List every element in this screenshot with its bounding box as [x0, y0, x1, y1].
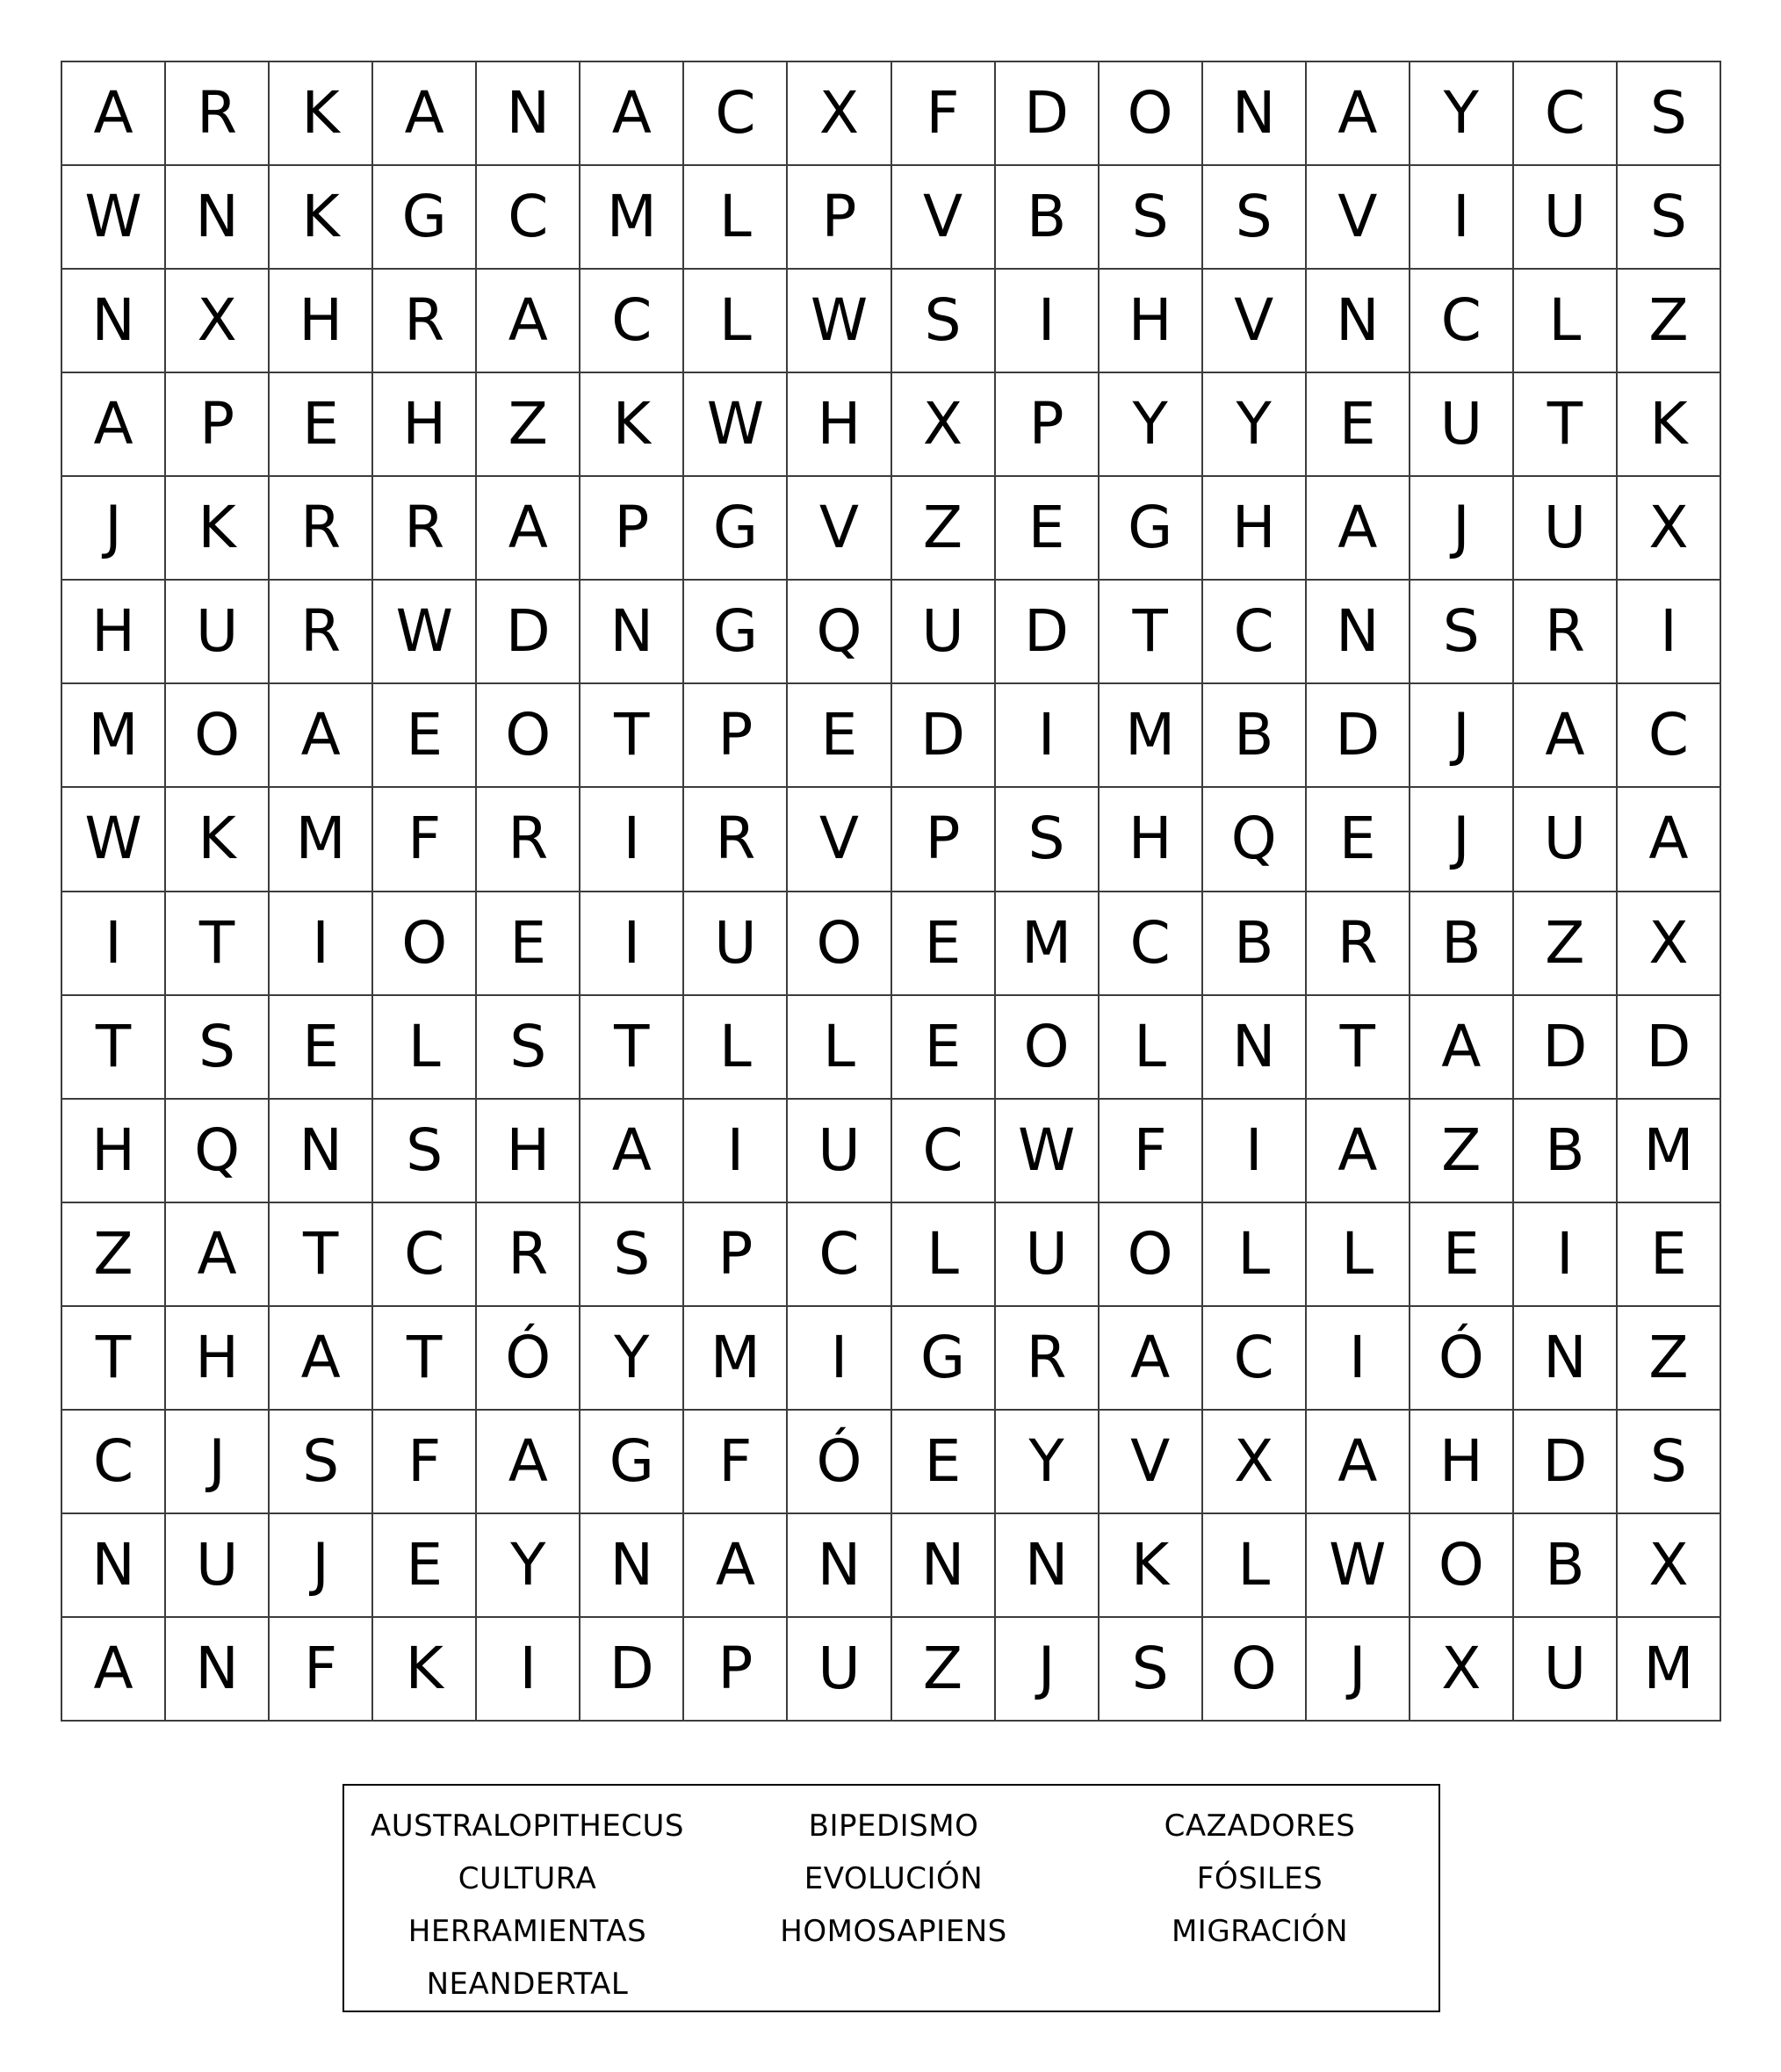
grid-cell[interactable]: H — [62, 1100, 166, 1203]
grid-cell[interactable]: J — [1410, 788, 1514, 892]
grid-cell[interactable]: C — [62, 1411, 166, 1514]
grid-cell[interactable]: H — [270, 270, 373, 373]
grid-cell[interactable]: A — [62, 62, 166, 166]
grid-cell[interactable]: R — [270, 581, 373, 684]
grid-cell[interactable]: N — [477, 62, 580, 166]
grid-cell[interactable]: X — [788, 62, 891, 166]
grid-cell[interactable]: L — [892, 1203, 996, 1307]
grid-cell[interactable]: V — [788, 788, 891, 892]
grid-cell[interactable]: H — [62, 581, 166, 684]
grid-cell[interactable]: A — [1100, 1307, 1203, 1411]
grid-cell[interactable]: U — [1514, 166, 1618, 270]
grid-cell[interactable]: U — [996, 1203, 1100, 1307]
grid-cell[interactable]: P — [684, 684, 788, 788]
word-list-item: NEANDERTAL — [426, 1967, 629, 2002]
grid-cell[interactable]: B — [1410, 892, 1514, 996]
grid-cell[interactable]: P — [166, 373, 270, 477]
grid-cell[interactable]: R — [373, 270, 477, 373]
grid-cell[interactable]: X — [1203, 1411, 1307, 1514]
grid-cell[interactable]: G — [373, 166, 477, 270]
grid-cell[interactable]: V — [892, 166, 996, 270]
grid-cell[interactable]: W — [788, 270, 891, 373]
grid-cell[interactable]: X — [1410, 1618, 1514, 1722]
grid-cell[interactable]: E — [373, 684, 477, 788]
grid-cell[interactable]: C — [580, 270, 684, 373]
grid-cell[interactable]: K — [1100, 1514, 1203, 1618]
grid-cell[interactable]: A — [62, 373, 166, 477]
grid-cell[interactable]: N — [996, 1514, 1100, 1618]
grid-cell[interactable]: I — [788, 1307, 891, 1411]
word-list-item: BIPEDISMO — [808, 1808, 979, 1844]
grid-cell[interactable]: K — [373, 1618, 477, 1722]
grid-cell[interactable]: Z — [477, 373, 580, 477]
grid-cell[interactable]: D — [892, 684, 996, 788]
grid-cell[interactable]: S — [996, 788, 1100, 892]
grid-cell[interactable]: F — [373, 1411, 477, 1514]
grid-cell[interactable]: K — [166, 788, 270, 892]
grid-cell[interactable]: E — [892, 1411, 996, 1514]
grid-cell[interactable]: N — [1307, 581, 1410, 684]
grid-cell[interactable]: N — [1307, 270, 1410, 373]
grid-cell[interactable]: J — [996, 1618, 1100, 1722]
grid-cell[interactable]: T — [270, 1203, 373, 1307]
grid-cell[interactable]: J — [1410, 684, 1514, 788]
grid-cell[interactable]: I — [996, 270, 1100, 373]
grid-cell[interactable]: A — [1514, 684, 1618, 788]
word-list-item: MIGRACIÓN — [1171, 1914, 1349, 1949]
grid-cell[interactable]: R — [996, 1307, 1100, 1411]
grid-cell[interactable]: A — [477, 1411, 580, 1514]
word-list-item: HERRAMIENTAS — [407, 1914, 647, 1949]
grid-cell[interactable]: U — [166, 1514, 270, 1618]
grid-cell[interactable]: A — [580, 62, 684, 166]
grid-cell[interactable]: H — [1410, 1411, 1514, 1514]
grid-cell[interactable]: V — [788, 477, 891, 581]
grid-cell[interactable]: T — [373, 1307, 477, 1411]
grid-cell[interactable]: M — [996, 892, 1100, 996]
word-list-item: CAZADORES — [1164, 1808, 1356, 1844]
grid-cell[interactable]: R — [477, 1203, 580, 1307]
grid-cell[interactable]: T — [1307, 996, 1410, 1100]
grid-cell[interactable]: A — [62, 1618, 166, 1722]
grid-cell[interactable]: Z — [1618, 270, 1721, 373]
grid-cell[interactable]: C — [892, 1100, 996, 1203]
grid-cell[interactable]: A — [684, 1514, 788, 1618]
grid-cell[interactable]: C — [1203, 1307, 1307, 1411]
grid-cell[interactable]: Y — [1203, 373, 1307, 477]
grid-cell[interactable]: D — [996, 581, 1100, 684]
grid-cell[interactable]: R — [270, 477, 373, 581]
grid-cell[interactable]: J — [62, 477, 166, 581]
grid-cell[interactable]: A — [270, 684, 373, 788]
grid-cell[interactable]: U — [1514, 1618, 1618, 1722]
grid-cell[interactable]: E — [1618, 1203, 1721, 1307]
grid-cell[interactable]: I — [1618, 581, 1721, 684]
grid-cell[interactable]: M — [1618, 1618, 1721, 1722]
grid-cell[interactable]: Y — [1100, 373, 1203, 477]
grid-cell[interactable]: O — [788, 892, 891, 996]
grid-cell[interactable]: I — [62, 892, 166, 996]
grid-cell[interactable]: K — [166, 477, 270, 581]
grid-cell[interactable]: S — [373, 1100, 477, 1203]
grid-cell[interactable]: K — [270, 62, 373, 166]
grid-cell[interactable]: R — [1514, 581, 1618, 684]
grid-cell[interactable]: O — [477, 684, 580, 788]
grid-cell[interactable]: A — [477, 477, 580, 581]
grid-cell[interactable]: G — [892, 1307, 996, 1411]
grid-cell[interactable]: H — [1100, 270, 1203, 373]
grid-cell[interactable]: X — [1618, 892, 1721, 996]
grid-cell[interactable]: C — [1514, 62, 1618, 166]
grid-cell[interactable]: N — [62, 1514, 166, 1618]
grid-cell[interactable]: D — [1514, 1411, 1618, 1514]
word-list-item: FÓSILES — [1196, 1861, 1323, 1896]
grid-cell[interactable]: L — [1203, 1203, 1307, 1307]
grid-cell[interactable]: D — [580, 1618, 684, 1722]
grid-cell[interactable]: E — [788, 684, 891, 788]
grid-cell[interactable]: I — [1514, 1203, 1618, 1307]
grid-cell[interactable]: B — [996, 166, 1100, 270]
grid-cell[interactable]: C — [788, 1203, 891, 1307]
grid-cell[interactable]: L — [684, 166, 788, 270]
grid-cell[interactable]: Z — [892, 1618, 996, 1722]
grid-cell[interactable]: Z — [1410, 1100, 1514, 1203]
grid-cell[interactable]: O — [166, 684, 270, 788]
grid-cell[interactable]: B — [1514, 1100, 1618, 1203]
grid-cell[interactable]: X — [892, 373, 996, 477]
grid-cell[interactable]: C — [1618, 684, 1721, 788]
grid-cell[interactable]: S — [580, 1203, 684, 1307]
grid-cell[interactable]: Ó — [788, 1411, 891, 1514]
grid-cell[interactable]: I — [684, 1100, 788, 1203]
grid-cell[interactable]: S — [1410, 581, 1514, 684]
grid-cell[interactable]: L — [1514, 270, 1618, 373]
grid-cell[interactable]: R — [684, 788, 788, 892]
grid-cell[interactable]: N — [788, 1514, 891, 1618]
grid-cell[interactable]: L — [1307, 1203, 1410, 1307]
grid-cell[interactable]: N — [166, 1618, 270, 1722]
word-list-item: AUSTRALOPITHECUS — [370, 1808, 685, 1844]
grid-cell[interactable]: Q — [788, 581, 891, 684]
grid-cell[interactable]: S — [1618, 166, 1721, 270]
grid-cell[interactable]: T — [62, 996, 166, 1100]
grid-cell[interactable]: M — [62, 684, 166, 788]
grid-cell[interactable]: J — [1307, 1618, 1410, 1722]
grid-cell[interactable]: X — [1618, 477, 1721, 581]
grid-cell[interactable]: V — [1100, 1411, 1203, 1514]
grid-cell[interactable]: L — [788, 996, 891, 1100]
grid-cell[interactable]: A — [373, 62, 477, 166]
grid-cell[interactable]: Y — [1410, 62, 1514, 166]
grid-cell[interactable]: M — [1618, 1100, 1721, 1203]
grid-cell[interactable]: K — [1618, 373, 1721, 477]
grid-cell[interactable]: Ó — [1410, 1307, 1514, 1411]
grid-cell[interactable]: N — [580, 581, 684, 684]
grid-cell[interactable]: M — [1100, 684, 1203, 788]
grid-cell[interactable]: W — [996, 1100, 1100, 1203]
grid-cell[interactable]: A — [1307, 1100, 1410, 1203]
grid-cell[interactable]: B — [1514, 1514, 1618, 1618]
grid-cell[interactable]: S — [477, 996, 580, 1100]
grid-cell[interactable]: I — [1410, 166, 1514, 270]
grid-cell[interactable]: P — [684, 1618, 788, 1722]
grid-cell[interactable]: X — [1618, 1514, 1721, 1618]
grid-cell[interactable]: O — [1100, 1203, 1203, 1307]
grid-cell[interactable]: E — [1307, 788, 1410, 892]
grid-cell[interactable]: U — [892, 581, 996, 684]
grid-cell[interactable]: U — [1410, 373, 1514, 477]
grid-cell[interactable]: T — [166, 892, 270, 996]
grid-cell[interactable]: R — [373, 477, 477, 581]
grid-cell[interactable]: W — [62, 788, 166, 892]
word-list — [342, 1784, 1440, 2012]
grid-cell[interactable]: K — [270, 166, 373, 270]
grid-cell[interactable]: R — [166, 62, 270, 166]
grid-cell[interactable]: Y — [996, 1411, 1100, 1514]
grid-cell[interactable]: D — [1618, 996, 1721, 1100]
grid-cell[interactable]: A — [1307, 477, 1410, 581]
grid-cell[interactable]: E — [1410, 1203, 1514, 1307]
grid-cell[interactable]: H — [1100, 788, 1203, 892]
grid-cell[interactable]: I — [477, 1618, 580, 1722]
grid-cell[interactable]: O — [1410, 1514, 1514, 1618]
grid-cell[interactable]: Z — [62, 1203, 166, 1307]
grid-cell[interactable]: A — [580, 1100, 684, 1203]
grid-cell[interactable]: L — [373, 996, 477, 1100]
grid-cell[interactable]: T — [1100, 581, 1203, 684]
grid-cell[interactable]: T — [62, 1307, 166, 1411]
grid-cell[interactable]: V — [1203, 270, 1307, 373]
grid-cell[interactable]: G — [1100, 477, 1203, 581]
grid-cell[interactable]: S — [1100, 166, 1203, 270]
grid-cell[interactable]: M — [684, 1307, 788, 1411]
grid-cell[interactable]: F — [892, 62, 996, 166]
grid-cell[interactable]: C — [1203, 581, 1307, 684]
grid-cell[interactable]: Y — [580, 1307, 684, 1411]
grid-cell[interactable]: U — [166, 581, 270, 684]
grid-cell[interactable]: N — [1514, 1307, 1618, 1411]
grid-cell[interactable]: S — [1100, 1618, 1203, 1722]
grid-cell[interactable]: I — [996, 684, 1100, 788]
grid-cell[interactable]: X — [166, 270, 270, 373]
grid-cell[interactable]: A — [166, 1203, 270, 1307]
grid-cell[interactable]: F — [684, 1411, 788, 1514]
grid-cell[interactable]: H — [166, 1307, 270, 1411]
grid-cell[interactable]: S — [1618, 1411, 1721, 1514]
grid-cell[interactable]: G — [684, 581, 788, 684]
grid-cell[interactable]: J — [270, 1514, 373, 1618]
grid-cell[interactable]: N — [270, 1100, 373, 1203]
grid-cell[interactable]: G — [580, 1411, 684, 1514]
grid-cell[interactable]: Y — [477, 1514, 580, 1618]
grid-cell[interactable]: C — [684, 62, 788, 166]
grid-cell[interactable]: H — [477, 1100, 580, 1203]
grid-cell[interactable]: T — [580, 996, 684, 1100]
grid-cell[interactable]: P — [788, 166, 891, 270]
grid-cell[interactable]: U — [788, 1618, 891, 1722]
grid-cell[interactable]: I — [1203, 1100, 1307, 1203]
grid-cell[interactable]: U — [684, 892, 788, 996]
grid-cell[interactable]: S — [166, 996, 270, 1100]
grid-cell[interactable]: N — [1203, 62, 1307, 166]
grid-cell[interactable]: C — [1410, 270, 1514, 373]
grid-cell[interactable]: I — [1307, 1307, 1410, 1411]
grid-cell[interactable]: W — [1307, 1514, 1410, 1618]
grid-cell[interactable]: E — [477, 892, 580, 996]
grid-cell[interactable]: D — [1307, 684, 1410, 788]
grid-cell[interactable]: R — [477, 788, 580, 892]
grid-cell[interactable]: L — [684, 996, 788, 1100]
grid-cell[interactable]: M — [270, 788, 373, 892]
grid-cell[interactable]: V — [1307, 166, 1410, 270]
grid-cell[interactable]: S — [1618, 62, 1721, 166]
grid-cell[interactable]: A — [1410, 996, 1514, 1100]
grid-cell[interactable]: I — [580, 892, 684, 996]
grid-cell[interactable]: Ó — [477, 1307, 580, 1411]
word-list-item: EVOLUCIÓN — [804, 1861, 984, 1896]
grid-cell[interactable]: A — [1307, 1411, 1410, 1514]
grid-cell[interactable]: D — [1514, 996, 1618, 1100]
grid-cell[interactable]: P — [892, 788, 996, 892]
grid-cell[interactable]: N — [1203, 996, 1307, 1100]
grid-cell[interactable]: L — [1203, 1514, 1307, 1618]
grid-cell[interactable]: B — [1203, 684, 1307, 788]
grid-cell[interactable]: P — [684, 1203, 788, 1307]
grid-cell[interactable]: I — [270, 892, 373, 996]
grid-cell[interactable]: Z — [1514, 892, 1618, 996]
grid-cell[interactable]: T — [580, 684, 684, 788]
grid-cell[interactable]: S — [1203, 166, 1307, 270]
grid-cell[interactable]: C — [373, 1203, 477, 1307]
grid-cell[interactable]: J — [166, 1411, 270, 1514]
grid-cell[interactable]: E — [892, 996, 996, 1100]
grid-cell[interactable]: E — [996, 477, 1100, 581]
grid-cell[interactable]: E — [1307, 373, 1410, 477]
grid-cell[interactable]: N — [580, 1514, 684, 1618]
grid-cell[interactable]: K — [580, 373, 684, 477]
grid-cell[interactable]: W — [684, 373, 788, 477]
grid-cell[interactable]: W — [62, 166, 166, 270]
grid-cell[interactable]: M — [580, 166, 684, 270]
grid-cell[interactable]: N — [62, 270, 166, 373]
grid-cell[interactable]: P — [996, 373, 1100, 477]
grid-cell[interactable]: F — [1100, 1100, 1203, 1203]
word-list-item: HOMOSAPIENS — [780, 1914, 1007, 1949]
grid-cell[interactable]: B — [1203, 892, 1307, 996]
grid-cell[interactable]: N — [166, 166, 270, 270]
grid-cell[interactable]: A — [1307, 62, 1410, 166]
grid-cell[interactable]: A — [477, 270, 580, 373]
grid-cell[interactable]: U — [1514, 477, 1618, 581]
grid-cell[interactable]: D — [996, 62, 1100, 166]
grid-cell[interactable]: A — [1618, 788, 1721, 892]
grid-cell[interactable]: I — [580, 788, 684, 892]
grid-cell[interactable]: E — [270, 373, 373, 477]
grid-cell[interactable]: Z — [1618, 1307, 1721, 1411]
grid-cell[interactable]: W — [373, 581, 477, 684]
grid-cell[interactable]: O — [373, 892, 477, 996]
grid-cell[interactable]: O — [996, 996, 1100, 1100]
grid-cell[interactable]: T — [1514, 373, 1618, 477]
grid-cell[interactable]: A — [270, 1307, 373, 1411]
grid-cell[interactable]: C — [1100, 892, 1203, 996]
grid-cell[interactable]: L — [1100, 996, 1203, 1100]
grid-cell[interactable]: R — [1307, 892, 1410, 996]
grid-cell[interactable]: L — [684, 270, 788, 373]
grid-cell[interactable]: N — [892, 1514, 996, 1618]
grid-cell[interactable]: H — [1203, 477, 1307, 581]
grid-cell[interactable]: C — [477, 166, 580, 270]
grid-cell[interactable]: P — [580, 477, 684, 581]
grid-cell[interactable]: U — [788, 1100, 891, 1203]
grid-cell[interactable]: F — [270, 1618, 373, 1722]
grid-cell[interactable]: D — [477, 581, 580, 684]
grid-cell[interactable]: S — [270, 1411, 373, 1514]
grid-cell[interactable]: H — [788, 373, 891, 477]
grid-cell[interactable]: O — [1203, 1618, 1307, 1722]
word-list-item: CULTURA — [458, 1861, 597, 1896]
letter-grid — [61, 61, 1721, 1722]
grid-cell[interactable]: G — [684, 477, 788, 581]
grid-cell[interactable]: E — [892, 892, 996, 996]
grid-cell[interactable]: U — [1514, 788, 1618, 892]
grid-cell[interactable]: F — [373, 788, 477, 892]
grid-cell[interactable]: O — [1100, 62, 1203, 166]
grid-cell[interactable]: E — [270, 996, 373, 1100]
grid-cell[interactable]: Z — [892, 477, 996, 581]
grid-cell[interactable]: Q — [1203, 788, 1307, 892]
grid-cell[interactable]: Q — [166, 1100, 270, 1203]
grid-cell[interactable]: H — [373, 373, 477, 477]
grid-cell[interactable]: S — [892, 270, 996, 373]
grid-cell[interactable]: E — [373, 1514, 477, 1618]
grid-cell[interactable]: J — [1410, 477, 1514, 581]
